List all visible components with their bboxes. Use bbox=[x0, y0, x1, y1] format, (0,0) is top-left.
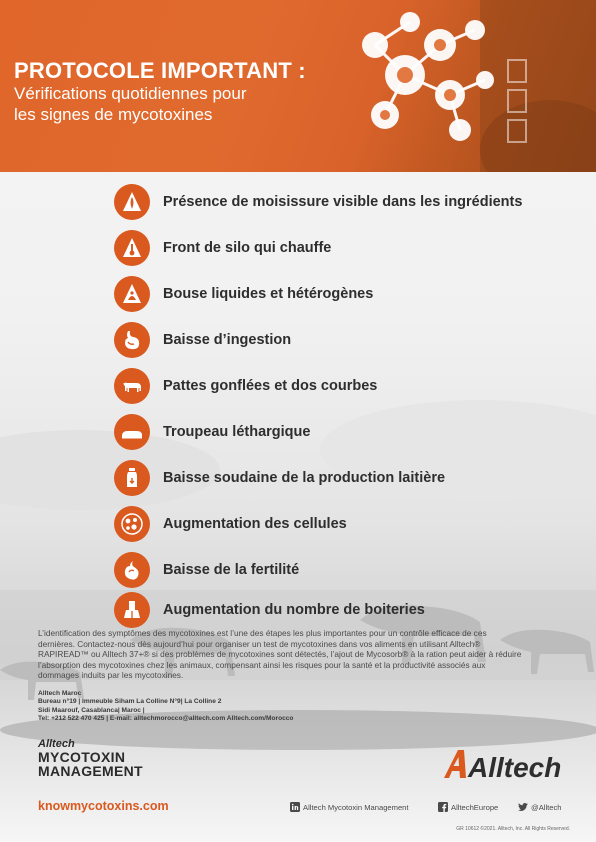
contact-line: Tel: +212 522 470 425 | E-mail: alltechmorocco@alltech.com Alltech.com/Morocco bbox=[38, 715, 294, 723]
facebook-label: AlltechEurope bbox=[451, 802, 499, 812]
mycotoxin-management-logo bbox=[38, 738, 143, 778]
intro-line: L’identification des symptômes des mycotoxines est l’une des étapes les plus importantes pour un contrôle efficace de ces bbox=[38, 628, 487, 638]
alltech-logo bbox=[440, 744, 575, 784]
copyright-notice: GR 10612 ©2021. Alltech, Inc. All Rights Reserved. bbox=[456, 826, 570, 832]
address-line: Sidi Maarouf, Casablanca| Maroc | bbox=[38, 706, 145, 714]
contact-address bbox=[38, 690, 418, 724]
symptom-label: Pattes gonflées et dos courbes bbox=[163, 378, 378, 394]
symptom-label: Baisse d’ingestion bbox=[163, 332, 292, 348]
symptom-label: Présence de moisissure visible dans les ingrédients bbox=[163, 194, 523, 210]
symptom-item bbox=[114, 228, 584, 268]
mycotoxin-molecule-graphic bbox=[300, 0, 596, 172]
symptom-label: Baisse soudaine de la production laitière bbox=[163, 470, 446, 486]
symptom-item bbox=[114, 366, 584, 406]
page-subtitle bbox=[14, 83, 344, 125]
symptom-label: Front de silo qui chauffe bbox=[163, 240, 332, 256]
manure-icon bbox=[114, 276, 150, 312]
header-banner bbox=[0, 0, 596, 172]
linkedin-icon bbox=[290, 802, 300, 812]
intro-paragraph bbox=[38, 628, 563, 681]
symptom-item bbox=[114, 182, 584, 222]
symptom-item bbox=[114, 550, 584, 590]
company-name: Alltech Maroc bbox=[38, 690, 82, 697]
logo-line-mycotoxin: MYCOTOXIN bbox=[38, 749, 126, 765]
cells-icon bbox=[114, 506, 150, 542]
page-title: PROTOCOLE IMPORTANT : bbox=[14, 58, 306, 83]
symptom-item bbox=[114, 274, 584, 314]
symptom-label: Augmentation des cellules bbox=[163, 516, 347, 532]
symptom-label: Troupeau léthargique bbox=[163, 424, 311, 440]
intro-line: l’absorption des mycotoxines chez les animaux, compensant ainsi les risques pour la santé et la productivité associés aux bbox=[38, 659, 486, 670]
symptom-label: Baisse de la fertilité bbox=[163, 562, 300, 578]
subtitle-line-2: les signes de mycotoxines bbox=[14, 105, 213, 124]
symptom-label: Augmentation du nombre de boiteries bbox=[163, 602, 425, 618]
symptom-item bbox=[114, 590, 584, 630]
symptom-item bbox=[114, 412, 584, 452]
linkedin-label: Alltech Mycotoxin Management bbox=[303, 802, 409, 812]
cow-icon bbox=[114, 368, 150, 404]
logo-line-management: MANAGEMENT bbox=[38, 763, 143, 779]
lying-cow-icon bbox=[114, 414, 150, 450]
website-link[interactable]: knowmycotoxins.com bbox=[38, 799, 169, 813]
twitter-link[interactable] bbox=[518, 802, 562, 812]
address-line: Bureau n°19 | Immeuble Siham La Colline N°9| La Colline 2 bbox=[38, 698, 222, 706]
twitter-label: @Alltech bbox=[531, 802, 562, 812]
symptom-item bbox=[114, 504, 584, 544]
svg-text:Alltech: Alltech bbox=[468, 752, 562, 783]
symptom-item bbox=[114, 320, 584, 360]
alltech-wordmark-small: Alltech bbox=[38, 738, 75, 750]
thermometer-icon bbox=[114, 230, 150, 266]
intro-line: RAPIREAD™ ou Alltech 37+® si des problèmes de mycotoxines sont détectés, l’ajout de Mycosorb® à la ration peut aider à réduire bbox=[38, 649, 522, 660]
mold-icon bbox=[114, 184, 150, 220]
hoof-icon bbox=[114, 592, 150, 628]
uterus-icon bbox=[114, 552, 150, 588]
intro-line: dernières. Contactez-nous dès aujourd’hui pour organiser un test de mycotoxines dans vos aliments en utilisant Alltech® bbox=[38, 638, 481, 649]
subtitle-line-1: Vérifications quotidiennes pour bbox=[14, 84, 247, 103]
symptom-item bbox=[114, 458, 584, 498]
facebook-icon bbox=[438, 802, 448, 812]
symptom-label: Bouse liquides et hétérogènes bbox=[163, 286, 374, 302]
stomach-icon bbox=[114, 322, 150, 358]
intro-line: dommages induits par les mycotoxines. bbox=[38, 670, 184, 681]
linkedin-link[interactable] bbox=[290, 802, 409, 812]
facebook-link[interactable] bbox=[438, 802, 498, 812]
milk-bottle-icon bbox=[114, 460, 150, 496]
twitter-icon bbox=[518, 802, 528, 812]
